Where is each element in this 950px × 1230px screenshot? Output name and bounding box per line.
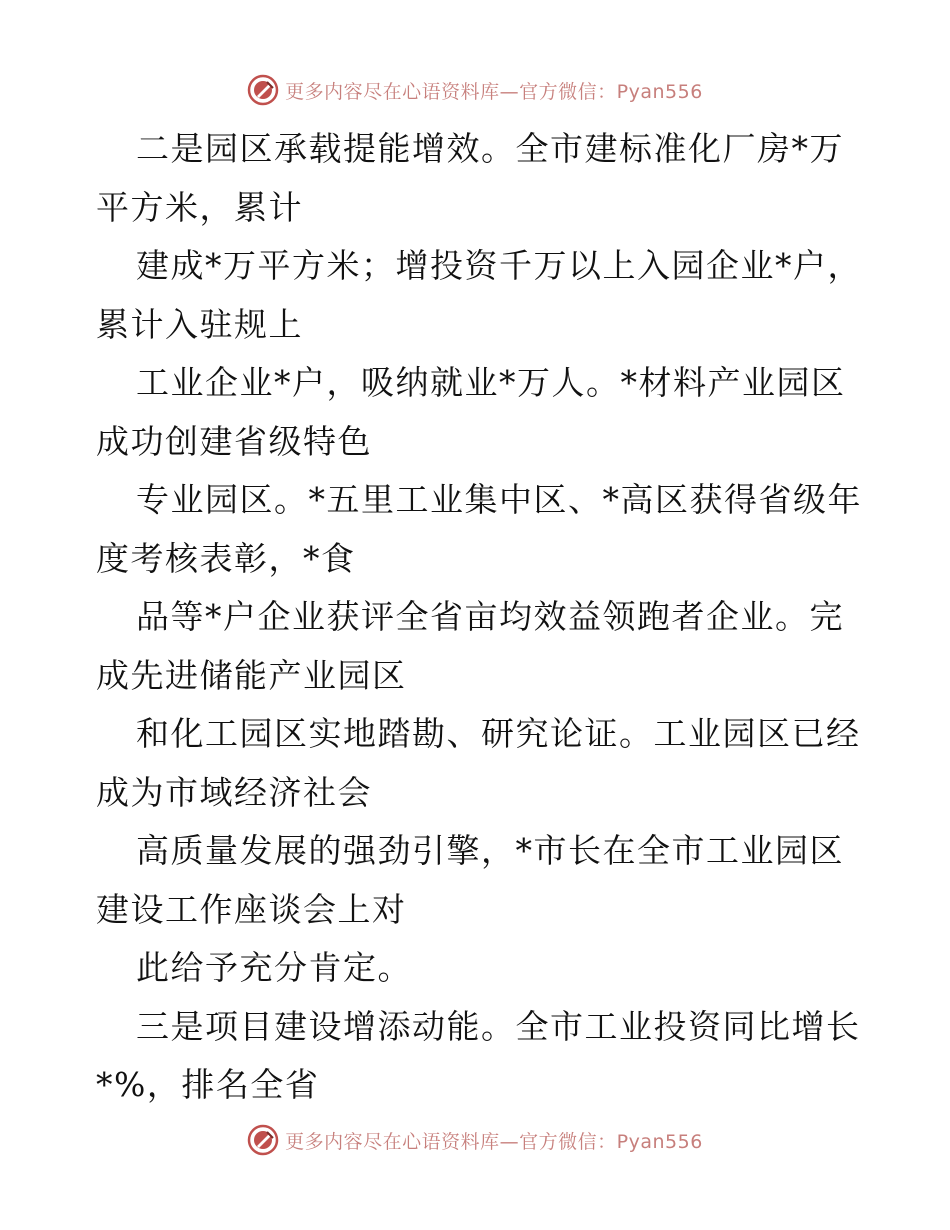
text-line: 建设工作座谈会上对 [96,889,407,929]
text-line: 成先进储能产业园区 [96,655,407,695]
text-line: 品等*户企业获评全省亩均效益领跑者企业。完 [136,597,844,636]
text-line: 平方米，累计 [96,187,303,227]
footer-watermark [0,1120,950,1160]
text-line: 和化工园区实地踏勘、研究论证。工业园区已经 [136,714,861,753]
text-line: 建成*万平方米；增投资千万以上入园企业*户， [136,246,862,285]
text-line: 成功创建省级特色 [96,421,372,461]
pen-seal-logo-icon [247,1124,279,1156]
text-line: 专业园区。*五里工业集中区、*高区获得省级年 [136,480,862,519]
text-line: 工业企业*户，吸纳就业*万人。*材料产业园区 [136,363,846,402]
text-line: 累计入驻规上 [96,304,303,344]
text-line: 二是园区承载提能增效。全市建标准化厂房*万 [136,129,844,168]
text-line: *%，排名全省 [96,1065,320,1104]
text-line: 此给予充分肯定。 [136,948,412,987]
watermark-text: 更多内容尽在心语资料库—官方微信：Pyan556 [285,1130,703,1153]
text-line: 高质量发展的强劲引擎，*市长在全市工业园区 [136,831,844,870]
document-body [96,120,862,1115]
text-line: 度考核表彰，*食 [96,538,356,578]
header-watermark [0,70,950,110]
pen-seal-logo-icon [247,74,279,106]
text-line: 成为市域经济社会 [96,772,372,812]
watermark-text: 更多内容尽在心语资料库—官方微信：Pyan556 [285,80,703,103]
text-line: 三是项目建设增添动能。全市工业投资同比增长 [136,1006,861,1046]
